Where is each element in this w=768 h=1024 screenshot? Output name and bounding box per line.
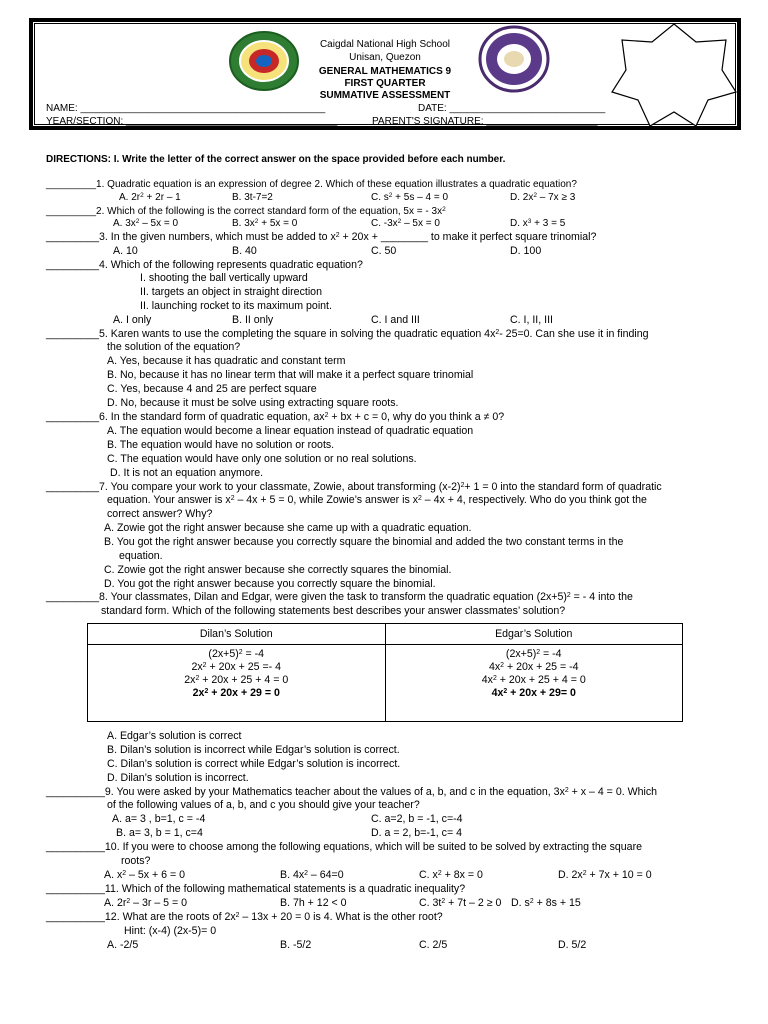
school-name: Caigdal National High School (319, 39, 451, 50)
q1-option-d: D. $2x^2 - 7x \ge 3$ (510, 192, 576, 203)
q11-option-d: D. $s^2 + 8s + 15$ (511, 897, 581, 909)
school-address: Unisan, Quezon (349, 52, 421, 63)
q9-cont: of the following values of a, b, and c you should give your teacher? (107, 799, 420, 811)
dilan-solution-header: Dilan’s Solution (88, 624, 386, 645)
q6-option-a: A. The equation would become a linear equation instead of quadratic equation (107, 425, 474, 437)
q7-cont-2: correct answer? Why? (107, 508, 213, 520)
q11-option-b: B. 7h + 12 < 0 (280, 897, 347, 909)
q1-option-c: C. $s^2 + 5s - 4 = 0$ (371, 192, 449, 203)
q3-option-d: D. 100 (510, 245, 542, 257)
question-5: _________5. Karen wants to use the completing the square in solving the quadratic equation $4x^2-$ 25=0. Can she use it in finding (46, 328, 649, 340)
q4-option-a: A. I only (113, 314, 152, 326)
q6-option-b: B. The equation would have no solution or roots. (107, 439, 335, 451)
solutions-table (87, 623, 683, 722)
q12-option-a: A. -2/5 (107, 939, 139, 951)
q12-option-d: D. 5/2 (558, 939, 587, 951)
question-9: __________9. You were asked by your Mathematics teacher about the values of a, b, and c in the equation, $3x^2 + x - 4 = 0$. Which (46, 786, 658, 798)
question-6: _________6. In the standard form of quadratic equation, $ax^2$ + bx + c = 0, why do you think a ≠ 0? (46, 411, 505, 423)
question-2: _________2. Which of the following is the correct standard form of the equation, 5x = - $3x^2$ (46, 206, 446, 217)
name-field[interactable]: NAME: ____________________________________________ (46, 103, 326, 114)
q4-item-2: II. targets an object in straight direction (140, 286, 322, 298)
q11-option-a: A. $2r^2 - 3r - 5 = 0$ (104, 897, 188, 909)
q10-option-b: B. $4x^2 - 64=0$ (280, 869, 344, 881)
directions-text: DIRECTIONS: I. Write the letter of the correct answer on the space provided before each number. (46, 154, 506, 165)
parent-signature-field[interactable]: PARENT'S SIGNATURE: ____________________ (372, 116, 598, 127)
q1-option-b: B. 3t-7=2 (232, 192, 273, 203)
q4-item-1: I. shooting the ball vertically upward (140, 272, 308, 284)
q4-option-c: C. I and III (371, 314, 420, 326)
q9-option-c: C. a=2, b = -1, c=-4 (371, 813, 463, 825)
question-4: _________4. Which of the following represents quadratic equation? (46, 259, 363, 271)
q3-option-a: A. 10 (113, 245, 138, 257)
q9-option-d: D. a = 2, b=-1, c= 4 (371, 827, 462, 839)
q7-cont-1: equation. Your answer is $x^2 - 4x + 5 = 0$, while Zowie’s answer is $x^2 - 4x + 4$, respectively. Who do you think got the (107, 494, 647, 506)
q12-option-c: C. 2/5 (419, 939, 448, 951)
q9-option-b: B. a= 3, b = 1, c=4 (116, 827, 203, 839)
q3-option-c: C. 50 (371, 245, 397, 257)
q4-option-b: B. II only (232, 314, 274, 326)
q5-cont: the solution of the equation? (107, 341, 241, 353)
year-section-field[interactable]: YEAR/SECTION: ______________________________________ (46, 116, 338, 127)
q5-option-d: D. No, because it must be solve using extracting square roots. (107, 397, 399, 409)
edgar-solution-cell: $(2x+5)^2 = -4$ $4x^2 + 20x + 25 = -4$ $4x^2 + 20x + 25 + 4 = 0$ $4x^2 + 20x + 29= 0$ (385, 645, 683, 722)
q5-option-b: B. No, because it has no linear term that will make it a perfect square trinomial (107, 369, 474, 381)
q4-item-3: II. launching rocket to its maximum point. (140, 300, 332, 312)
q4-option-d: C. I, II, III (510, 314, 553, 326)
q7-option-b-cont: equation. (119, 550, 163, 562)
question-7: _________7. You compare your work to your classmate, Zowie, about transforming $(x-2)^2+ 1 = 0$ into the standard form of quadratic (46, 481, 662, 493)
q6-option-d: D. It is not an equation anymore. (110, 467, 264, 479)
date-field[interactable]: DATE: ____________________________ (418, 103, 606, 114)
school-seal-left-icon (228, 30, 300, 92)
question-11: __________11. Which of the following mathematical statements is a quadratic inequality? (46, 883, 466, 895)
q12-hint: Hint: (x-4) (2x-5)= 0 (124, 925, 217, 937)
q7-option-b: B. You got the right answer because you correctly square the binomial and added the two constant terms in the (104, 536, 624, 548)
q10-cont: roots? (121, 855, 151, 867)
q11-option-c: C. $3t^2 + 7t - 2 \ge 0$ (419, 897, 502, 909)
q10-option-a: A. $x^2 - 5x + 6 = 0$ (104, 869, 185, 881)
q6-option-c: C. The equation would have only one solution or no real solutions. (107, 453, 417, 465)
question-10: __________10. If you were to choose among the following equations, which will be suited to be solved by extracting the square (46, 841, 642, 853)
q7-option-c: C. Zowie got the right answer because she correctly squares the binomial. (104, 564, 452, 576)
q7-option-a: A. Zowie got the right answer because she came up with a quadratic equation. (104, 522, 472, 534)
q8-cont: standard form. Which of the following statements best describes your answer classmates’ solution? (101, 605, 566, 617)
q8-option-a: A. Edgar’s solution is correct (107, 730, 242, 742)
q1-option-a: A. $2r^2 + 2r - 1$ (119, 192, 181, 203)
assessment-title: SUMMATIVE ASSESSMENT (319, 90, 451, 101)
q9-option-a: A. a= 3 , b=1, c = -4 (112, 813, 206, 825)
q2-option-c: C. $-3x^2 - 5x = 0$ (371, 218, 440, 229)
question-3: _________3. In the given numbers, which must be added to $x^2 + 20x$ + ________ to make it perfect square trinomial? (46, 231, 597, 243)
star-stamp-icon (610, 22, 738, 129)
school-seal-right-icon (478, 25, 550, 93)
q3-option-b: B. 40 (232, 245, 257, 257)
q8-option-d: D. Dilan’s solution is incorrect. (107, 772, 249, 784)
question-8: _________8. Your classmates, Dilan and Edgar, were given the task to transform the quadratic equation $(2x+5)^2$ = - 4 into the (46, 591, 633, 603)
q2-option-d: D. $x^3 + 3 = 5$ (510, 218, 566, 229)
dilan-solution-cell: $(2x+5)^2 = -4$ $2x^2 + 20x + 25 =- 4$ $2x^2 + 20x + 25 + 4 = 0$ $2x^2 + 20x + 29 = 0$ (88, 645, 386, 722)
q5-option-c: C. Yes, because 4 and 25 are perfect square (107, 383, 317, 395)
q8-option-c: C. Dilan’s solution is correct while Edgar’s solution is incorrect. (107, 758, 401, 770)
question-12: __________12. What are the roots of $2x^2 - 13x + 20 = 0$ is 4. What is the other root? (46, 911, 443, 923)
q10-option-d: D. $2x^2 + 7x + 10 = 0$ (558, 869, 652, 881)
q2-option-a: A. $3x^2 - 5x = 0$ (113, 218, 179, 229)
question-1: _________1. Quadratic equation is an expression of degree 2. Which of these equation illustrates a quadratic equation? (46, 179, 577, 190)
subject-title: GENERAL MATHEMATICS 9 (318, 66, 452, 77)
q2-option-b: B. $3x^2 + 5x = 0$ (232, 218, 298, 229)
q7-option-d: D. You got the right answer because you correctly square the binomial. (104, 578, 436, 590)
q10-option-c: C. $x^2 + 8x = 0$ (419, 869, 483, 881)
edgar-solution-header: Edgar’s Solution (385, 624, 683, 645)
q5-option-a: A. Yes, because it has quadratic and constant term (107, 355, 346, 367)
q12-option-b: B. -5/2 (280, 939, 312, 951)
q8-option-b: B. Dilan’s solution is incorrect while Edgar’s solution is correct. (107, 744, 400, 756)
quarter-title: FIRST QUARTER (344, 78, 426, 89)
